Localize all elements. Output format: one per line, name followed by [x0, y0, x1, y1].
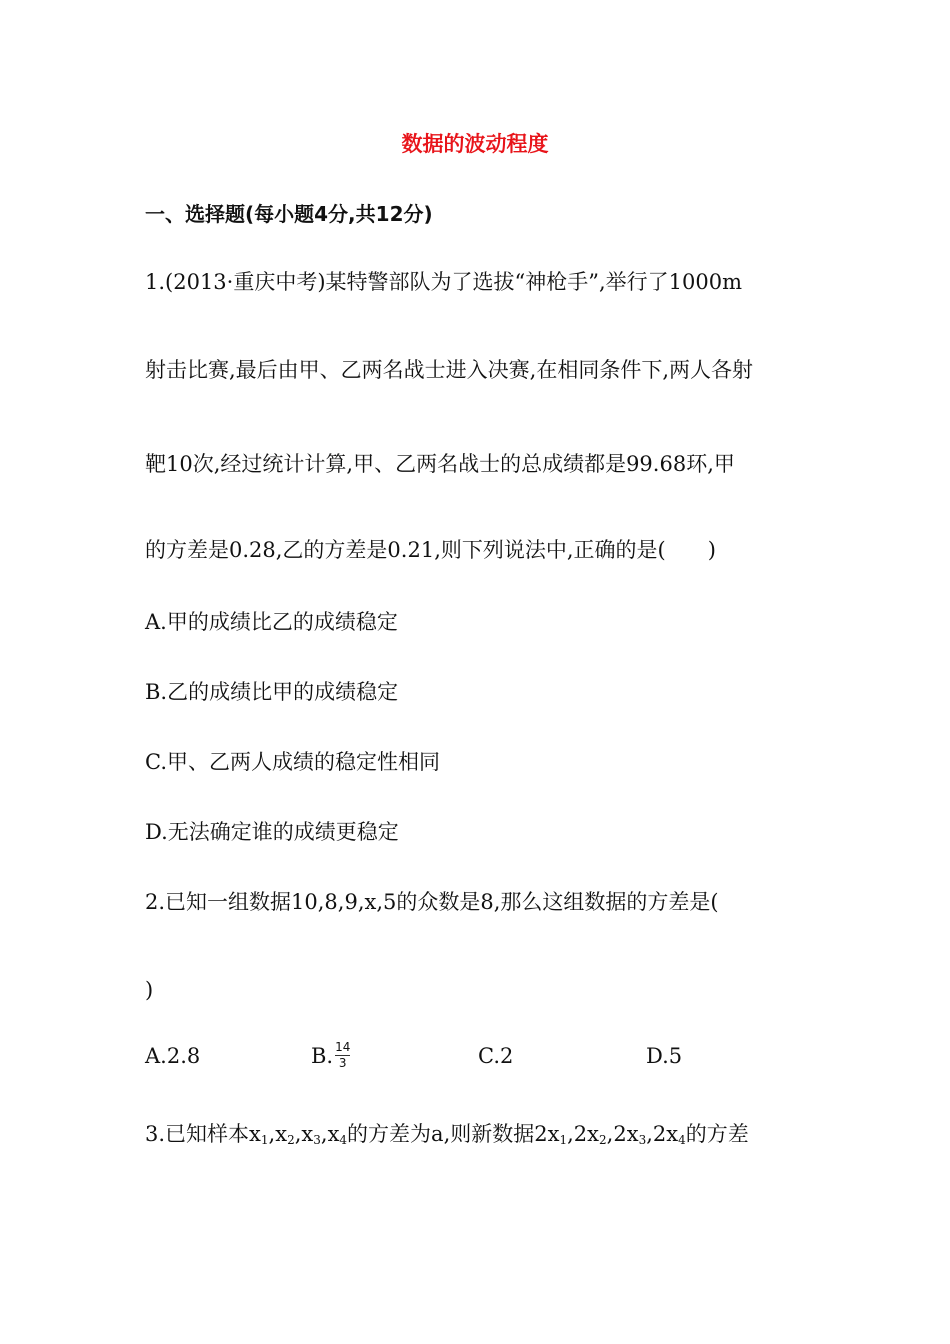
q3-var: x	[587, 1122, 600, 1146]
q3-prefix: 3.已知样本	[145, 1122, 250, 1146]
q3-var: x	[327, 1122, 340, 1146]
q3-var: x	[249, 1122, 261, 1146]
q1-option-b: B.乙的成绩比甲的成绩稳定	[145, 680, 399, 704]
q3-var: x	[301, 1122, 314, 1146]
q3-var: x	[666, 1122, 679, 1146]
q1-option-c: C.甲、乙两人成绩的稳定性相同	[145, 750, 440, 774]
q2-line-2: )	[145, 978, 154, 1002]
q3-suffix: 的方差	[685, 1122, 749, 1146]
q3-var: x	[547, 1122, 560, 1146]
q1-line-2: 射击比赛,最后由甲、乙两名战士进入决赛,在相同条件下,两人各射	[145, 358, 754, 382]
q3-subscript: 4	[678, 1133, 686, 1147]
q3-coef: 2	[613, 1122, 627, 1146]
q3-coef: 2	[652, 1122, 667, 1146]
q2-option-b	[311, 1042, 350, 1072]
q3-subscript: 2	[287, 1133, 295, 1147]
q1-option-a: A.甲的成绩比乙的成绩稳定	[145, 610, 398, 634]
page-title: 数据的波动程度	[401, 132, 549, 156]
q3-coef: 2	[573, 1122, 588, 1146]
q1-line-1: 1.(2013·重庆中考)某特警部队为了选拔“神枪手”,举行了1000m	[145, 270, 743, 294]
q1-line-4: 的方差是0.28,乙的方差是0.21,则下列说法中,正确的是( )	[145, 538, 716, 562]
q3-middle: 的方差为a,则新数据	[347, 1122, 535, 1146]
q3-subscript: 1	[559, 1133, 568, 1147]
q2-line-1: 2.已知一组数据10,8,9,x,5的众数是8,那么这组数据的方差是(	[145, 890, 719, 914]
q3-subscript: 2	[599, 1133, 607, 1147]
q1-option-d: D.无法确定谁的成绩更稳定	[145, 820, 399, 844]
q2-option-c: C.2	[478, 1044, 514, 1068]
q3-subscript: 3	[638, 1133, 647, 1147]
fraction	[335, 1041, 350, 1070]
q3-var: x	[626, 1122, 639, 1146]
q3-subscript: 1	[260, 1133, 269, 1147]
q3-var: x	[275, 1122, 288, 1146]
q3-subscript: 3	[313, 1133, 321, 1147]
fraction-numerator: 14	[335, 1040, 351, 1054]
section-heading: 一、选择题(每小题4分,共12分)	[145, 202, 433, 226]
q3-coef: 2	[534, 1122, 548, 1146]
q2-option-a: A.2.8	[145, 1044, 201, 1068]
q2-option-d: D.5	[646, 1044, 683, 1068]
fraction-denominator: 3	[338, 1056, 347, 1070]
q3-line-1: 3.已知样本$x_1,x_2,x_3,x_4$的方差为a,则新数据$2x_1,2x_2,2x_3,2x_4$的方差	[145, 1122, 749, 1147]
q1-line-3: 靶10次,经过统计计算,甲、乙两名战士的总成绩都是99.68环,甲	[145, 452, 735, 476]
q3-subscript: 4	[339, 1133, 348, 1147]
q2-option-b-label: B.	[311, 1044, 334, 1068]
